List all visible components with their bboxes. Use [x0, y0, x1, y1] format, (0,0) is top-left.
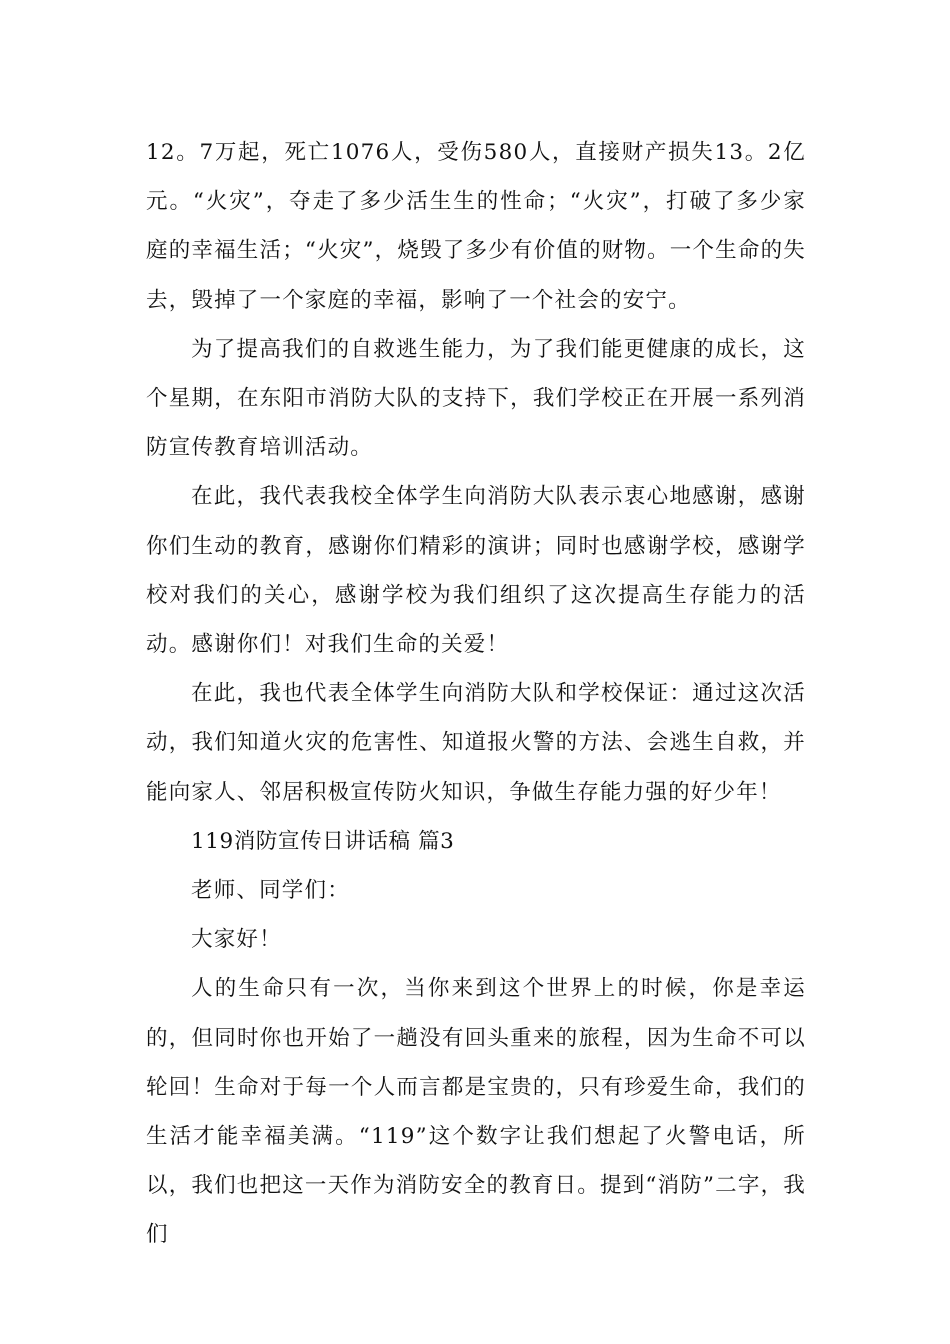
document-body	[146, 128, 806, 1260]
paragraph-life-value: 人的生命只有一次，当你来到这个世界上的时候，你是幸运的，但同时你也开始了一趟没有回头重来的旅程，因为生命不可以轮回！生命对于每一个人而言都是宝贵的，只有珍爱生命，我们的生活才能幸福美满。“119”这个数字让我们想起了火警电话，所以，我们也把这一天作为消防安全的教育日。提到“消防”二字，我们	[146, 976, 806, 1248]
paragraph-thanks: 在此，我代表我校全体学生向消防大队表示衷心地感谢，感谢你们生动的教育，感谢你们精彩的演讲；同时也感谢学校，感谢学校对我们的关心，感谢学校为我们组织了这次提高生存能力的活动。感谢你们！对我们生命的关爱！	[146, 484, 806, 658]
section-heading: 119消防宣传日讲话稿 篇3	[191, 828, 455, 854]
salutation: 老师、同学们：	[191, 878, 350, 904]
paragraph-training-activity: 为了提高我们的自救逃生能力，为了我们能更健康的成长，这个星期，在东阳市消防大队的支持下，我们学校正在开展一系列消防宣传教育培训活动。	[146, 336, 806, 461]
greeting: 大家好！	[191, 927, 282, 953]
paragraph-pledge: 在此，我也代表全体学生向消防大队和学校保证：通过这次活动，我们知道火灾的危害性、知道报火警的方法、会逃生自救，并能向家人、邻居积极宣传防火知识，争做生存能力强的好少年！	[146, 681, 806, 805]
paragraph-fire-statistics: 12。7万起，死亡1076人，受伤580人，直接财产损失13。2亿元。“火灾”，夺走了多少活生生的性命；“火灾”，打破了多少家庭的幸福生活；“火灾”，烧毁了多少有价值的财物。一个生命的失去，毁掉了一个家庭的幸福，影响了一个社会的安宁。	[146, 140, 806, 313]
